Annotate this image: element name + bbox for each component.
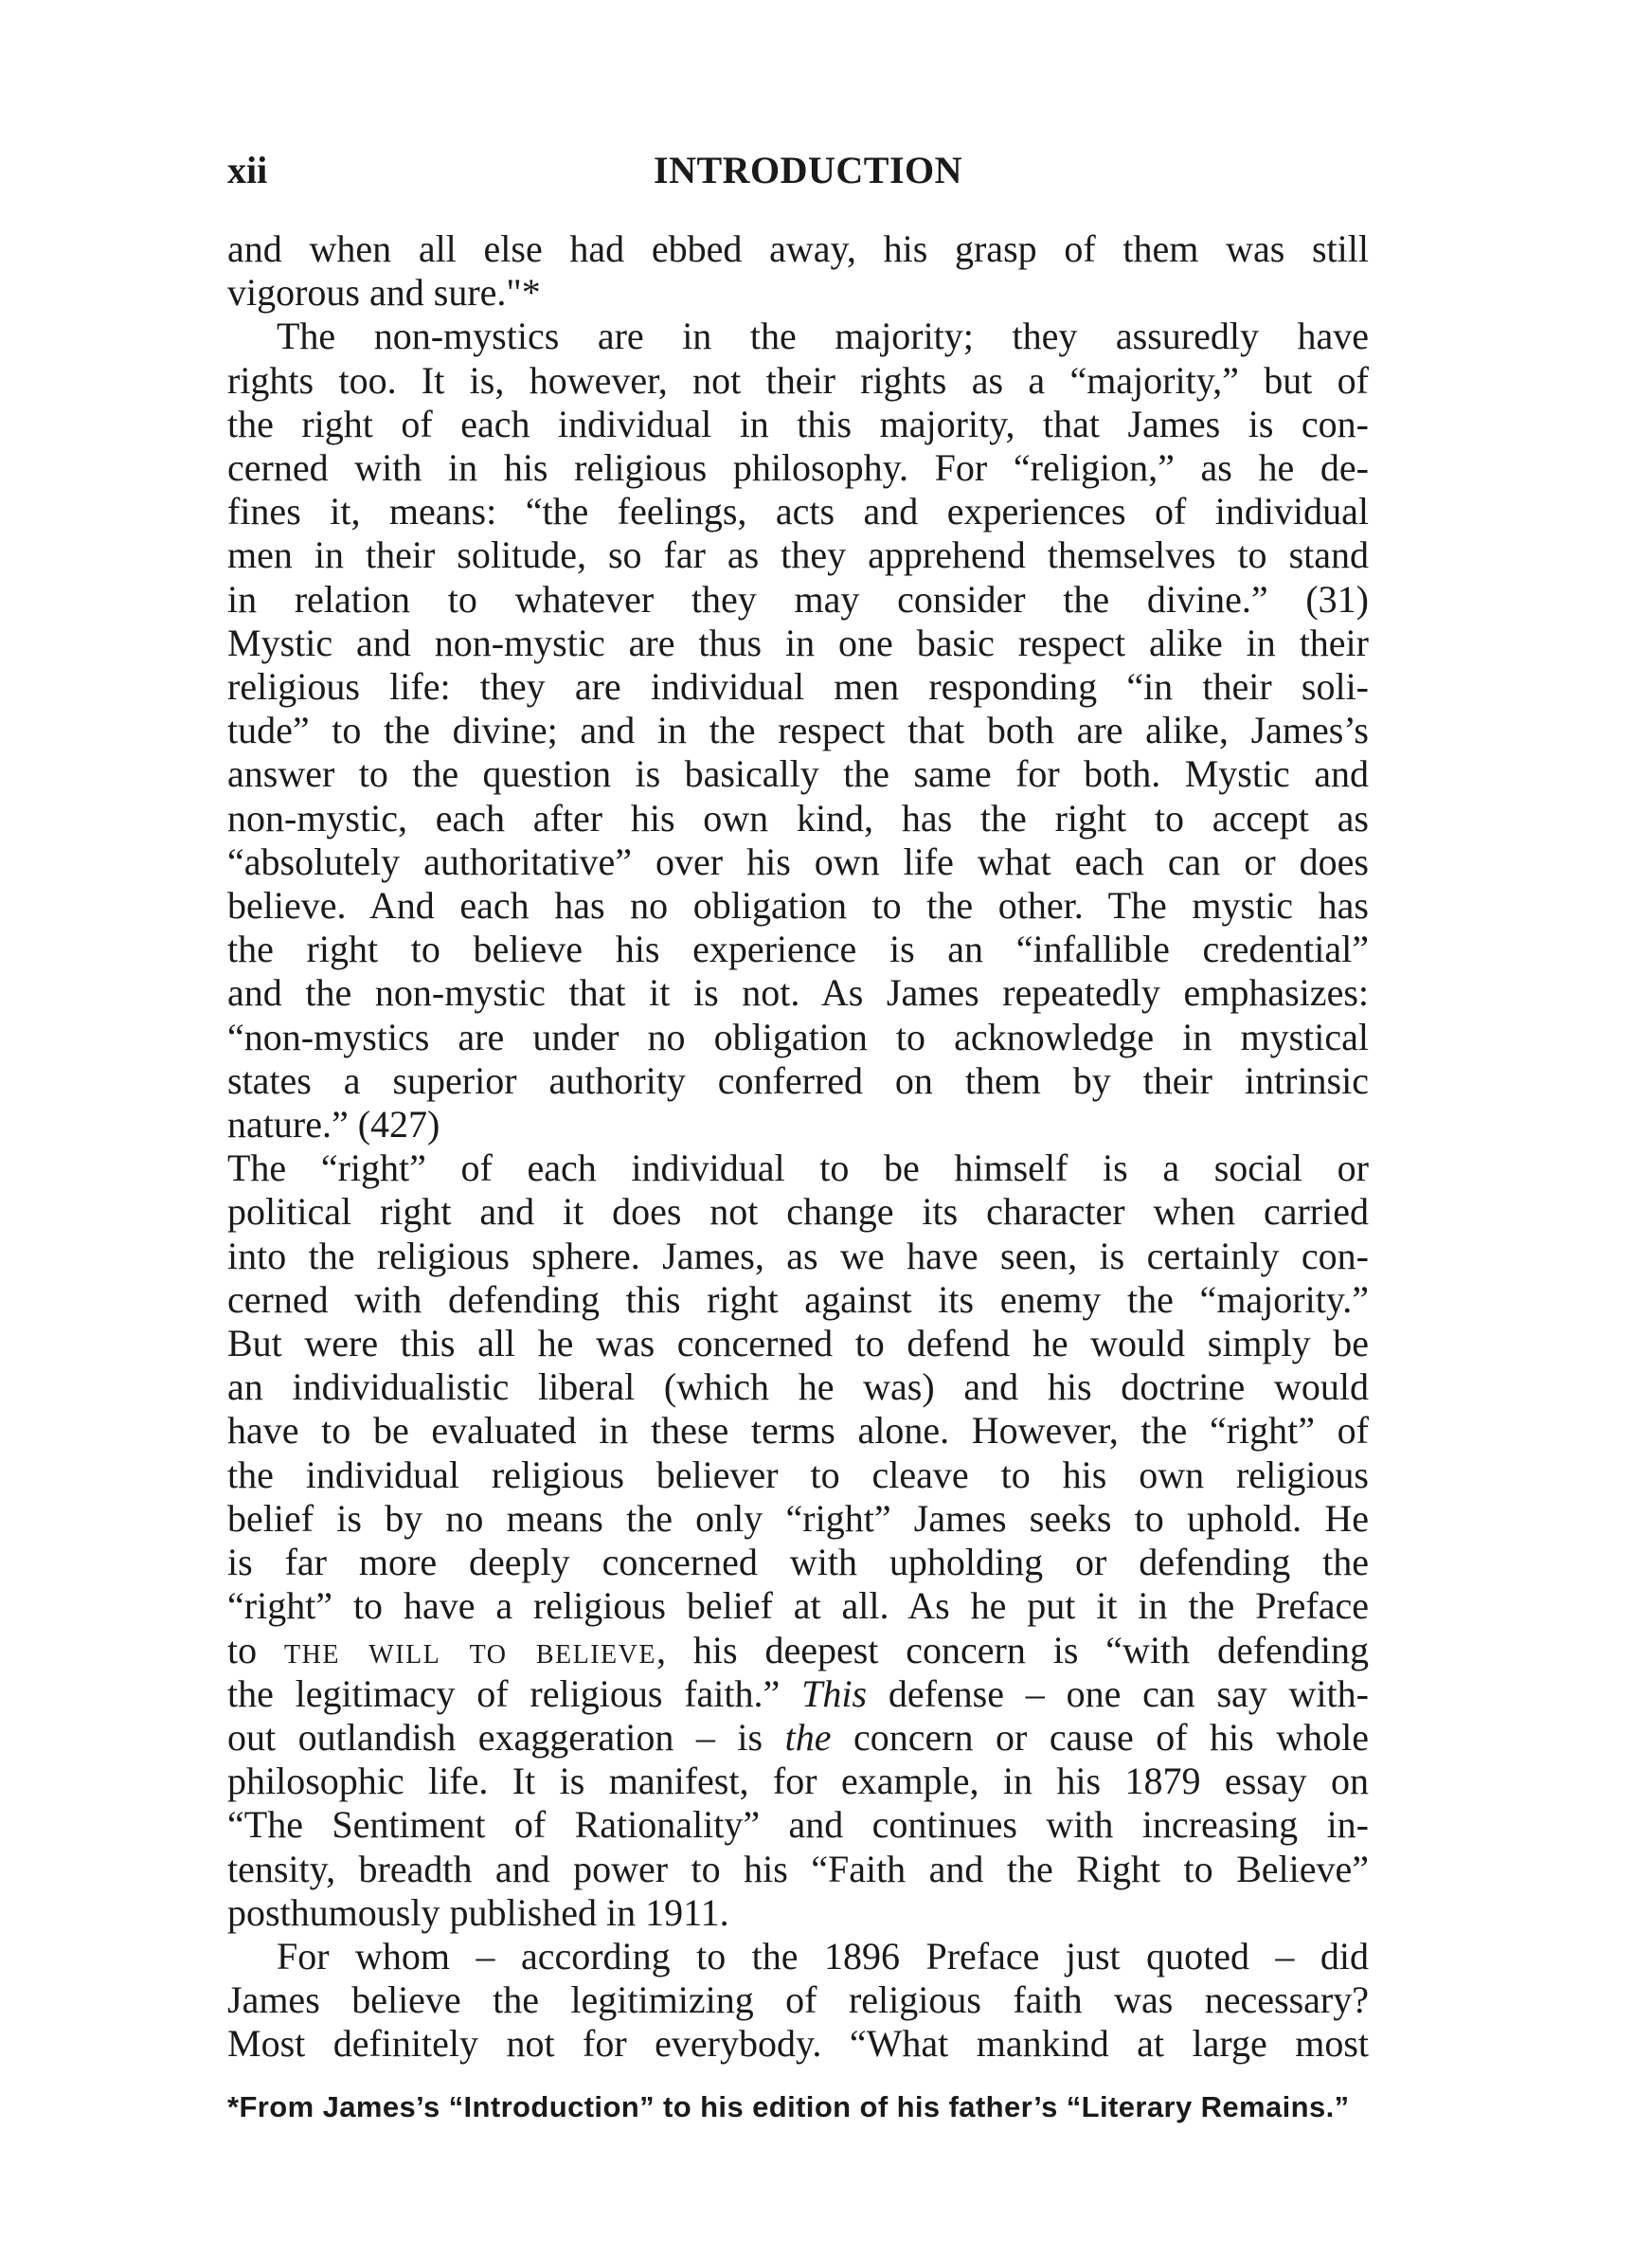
text-line: “non-mystics are under no obligation to acknowledge in mystical <box>227 1015 1369 1058</box>
text-line: But were this all he was concerned to defend he would simply be <box>227 1322 1369 1365</box>
text-fragment: the legitimacy of religious faith.” <box>227 1671 802 1715</box>
text-line: states a superior authority conferred on them by their intrinsic <box>227 1058 1369 1102</box>
text-line: men in their solitude, so far as they apprehend themselves to stand <box>227 533 1369 577</box>
text-fragment: , his deepest concern is “with defending <box>656 1628 1369 1671</box>
text-line: tensity, breadth and power to his “Faith and the Right to Believe” <box>227 1847 1369 1890</box>
text-line: religious life: they are individual men responding “in their soli- <box>227 665 1369 709</box>
text-line: “absolutely authoritative” over his own life what each can or does <box>227 840 1369 883</box>
text-line <box>227 1629 1369 1672</box>
text-line: believe. And each has no obligation to the other. The mystic has <box>227 884 1369 928</box>
text-line: tude” to the divine; and in the respect that both are alike, James’s <box>227 709 1369 752</box>
text-line: cerned with defending this right against its enemy the “majority.” <box>227 1277 1369 1321</box>
text-line: rights too. It is, however, not their rights as a “majority,” but of <box>227 358 1369 402</box>
text-line: non-mystic, each after his own kind, has the right to accept as <box>227 796 1369 840</box>
text-fragment: to <box>227 1628 284 1671</box>
running-head: INTRODUCTION <box>654 149 963 191</box>
text-line: and when all else had ebbed away, his grasp of them was still <box>227 227 1369 270</box>
text-line: cerned with in his religious philosophy. For “religion,” as he de- <box>227 446 1369 490</box>
text-line: posthumously published in 1911. <box>227 1890 729 1934</box>
text-line: The non-mystics are in the majority; they assuredly have <box>277 315 1369 358</box>
text-line: an individualistic liberal (which he was) and his doctrine would <box>227 1365 1369 1409</box>
text-line: belief is by no means the only “right” James seeks to uphold. He <box>227 1496 1369 1540</box>
text-line: James believe the legitimizing of religious faith was necessary? <box>227 1978 1369 2022</box>
text-line: answer to the question is basically the same for both. Mystic and <box>227 752 1369 796</box>
text-line: “The Sentiment of Rationality” and continues with increasing in- <box>227 1803 1369 1847</box>
text-line: vigorous and sure."* <box>227 271 541 315</box>
book-title-small-caps: the will to believe <box>284 1628 656 1671</box>
text-line: into the religious sphere. James, as we have seen, is certainly con- <box>227 1234 1369 1277</box>
text-line: and the non-mystic that it is not. As James repeatedly emphasizes: <box>227 971 1369 1015</box>
text-line: The “right” of each individual to be himself is a social or <box>227 1147 1369 1190</box>
text-line <box>227 1716 1369 1760</box>
text-line: in relation to whatever they may consider the divine.” (31) <box>227 577 1369 621</box>
text-line: “right” to have a religious belief at all. As he put it in the Preface <box>227 1584 1369 1628</box>
paragraph-1 <box>227 227 1369 315</box>
emphasis: This <box>801 1671 868 1715</box>
text-line: political right and it does not change its character when carried <box>227 1190 1369 1234</box>
emphasis: the <box>784 1715 832 1759</box>
text-line: Most definitely not for everybody. “What mankind at large most <box>227 2022 1369 2066</box>
text-line: fines it, means: “the feelings, acts and experiences of individual <box>227 490 1369 533</box>
text-line: the right of each individual in this majority, that James is con- <box>227 402 1369 445</box>
footnote: *From James’s “Introduction” to his edition of his father’s “Literary Remains.” <box>227 2090 1350 2123</box>
text-line: Mystic and non-mystic are thus in one basic respect alike in their <box>227 621 1369 664</box>
text-fragment: defense – one can say with- <box>867 1671 1369 1715</box>
text-fragment: out outlandish exaggeration – is <box>227 1715 785 1759</box>
paragraph-4 <box>227 1935 1369 2067</box>
text-line <box>227 1672 1369 1716</box>
paragraph-2 <box>227 315 1369 1147</box>
text-line: is far more deeply concerned with upholding or defending the <box>227 1541 1369 1584</box>
text-line: the individual religious believer to cleave to his own religious <box>227 1453 1369 1496</box>
body-text <box>227 227 1369 2067</box>
text-line: nature.” (427) <box>227 1103 440 1147</box>
text-fragment: concern or cause of his whole <box>831 1715 1370 1759</box>
text-line: have to be evaluated in these terms alone. However, the “right” of <box>227 1409 1369 1453</box>
text-line: philosophic life. It is manifest, for example, in his 1879 essay on <box>227 1760 1369 1803</box>
paragraph-3 <box>227 1147 1369 1935</box>
text-line: the right to believe his experience is an “infallible credential” <box>227 928 1369 971</box>
text-line: For whom – according to the 1896 Preface just quoted – did <box>277 1934 1369 1977</box>
page-number: xii <box>227 149 268 191</box>
